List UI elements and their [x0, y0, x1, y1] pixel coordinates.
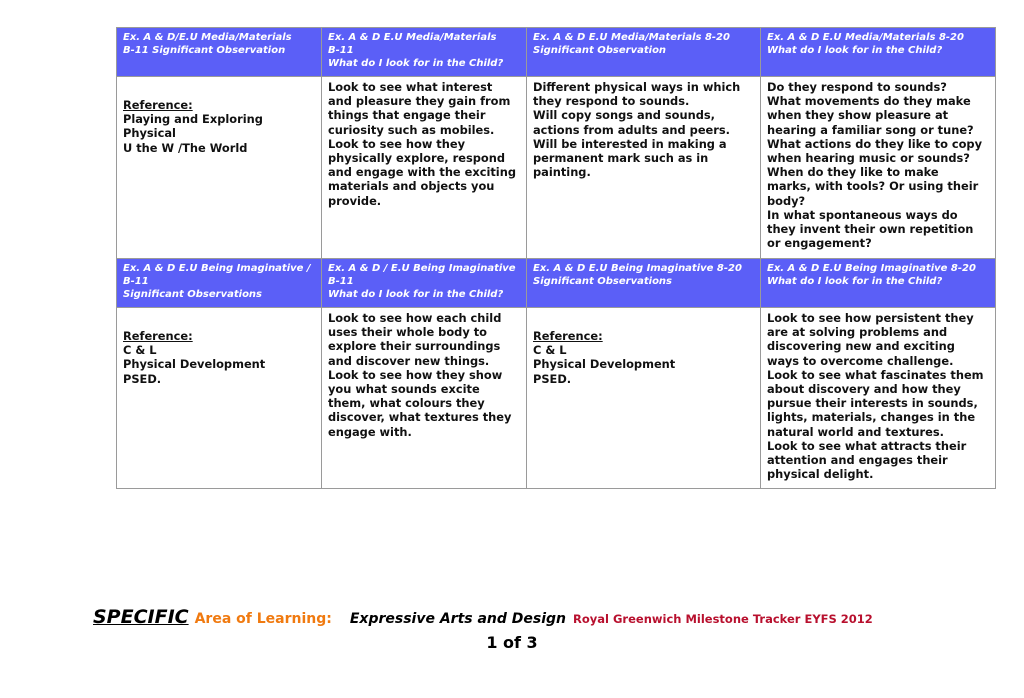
text-line: What do I look for in the Child?: [328, 289, 504, 300]
text-line: when they show pleasure at: [767, 108, 949, 123]
body-row-media-materials: [117, 77, 996, 259]
text-line: Look to see what interest: [328, 80, 493, 94]
text-line: about discovery and how they: [767, 382, 961, 397]
text-line: B-11: [328, 276, 354, 287]
text-line: uses their whole body to: [328, 325, 487, 340]
text-line: Look to see how each child: [328, 311, 502, 325]
header-cell: [117, 28, 322, 77]
text-line: What actions do they like to copy: [767, 136, 983, 151]
text-line: curiosity such as mobiles.: [328, 122, 495, 137]
text-line: Will be interested in making a: [533, 136, 727, 151]
observation-cell: [527, 77, 761, 259]
text-line: C & L: [533, 343, 567, 358]
text-line: Ex. A & D E.U Being Imaginative 8-20: [767, 263, 976, 274]
text-line: painting.: [533, 165, 591, 180]
text-line: lights, materials, changes in the: [767, 410, 976, 425]
text-line: and pleasure they gain from: [328, 94, 511, 109]
page-number: 1 of 3: [486, 633, 538, 652]
header-cell: [322, 28, 527, 77]
text-line: them, what colours they: [328, 396, 485, 411]
text-line: U the W /The World: [123, 140, 248, 155]
text-line: Look to see what fascinates them: [767, 367, 984, 382]
text-line: Physical: [123, 126, 176, 141]
reference-label: Reference:: [533, 329, 603, 343]
text-line: What do I look for in the Child?: [767, 45, 943, 56]
text-line: What do I look for in the Child?: [328, 58, 504, 69]
text-line: Ex. A & D E.U Being Imaginative /: [123, 263, 311, 274]
reference-label: Reference:: [123, 329, 193, 343]
text-line: actions from adults and peers.: [533, 122, 730, 137]
tracker-name: Royal Greenwich Milestone Tracker EYFS 2012: [573, 612, 873, 626]
text-line: B-11: [123, 276, 149, 287]
header-cell: [527, 259, 761, 308]
look-for-cell: [322, 77, 527, 259]
text-line: Look to see how persistent they: [767, 311, 974, 325]
text-line: marks, with tools? Or using their: [767, 179, 979, 194]
text-line: they respond to sounds.: [533, 94, 690, 109]
text-line: Look to see what attracts their: [767, 438, 967, 453]
reference-label: Reference:: [123, 98, 193, 112]
text-line: Significant Observation: [533, 45, 667, 56]
text-line: discovering new and exciting: [767, 339, 955, 354]
footer-title: [93, 606, 993, 628]
look-for-cell: [761, 77, 996, 259]
text-line: are at solving problems and: [767, 325, 948, 340]
text-line: and discover new things.: [328, 353, 490, 368]
text-line: they invent their own repetition: [767, 222, 974, 237]
text-line: materials and objects you: [328, 179, 495, 194]
text-line: Will copy songs and sounds,: [533, 108, 715, 123]
text-line: engage with.: [328, 424, 412, 439]
header-row-media-materials: [117, 28, 996, 77]
text-line: Ex. A & D/E.U Media/Materials: [123, 32, 292, 43]
text-line: Ex. A & D E.U Being Imaginative 8-20: [533, 263, 742, 274]
text-line: discover, what textures they: [328, 410, 512, 425]
text-line: C & L: [123, 343, 157, 358]
text-line: Ex. A & D E.U Media/Materials 8-20: [533, 32, 730, 43]
text-line: What movements do they make: [767, 94, 971, 109]
text-line: Ex. A & D / E.U Being Imaginative: [328, 263, 516, 274]
text-line: provide.: [328, 193, 382, 208]
text-line: you what sounds excite: [328, 382, 480, 397]
reference-cell: [527, 308, 761, 489]
text-line: Ex. A & D E.U Media/Materials 8-20: [767, 32, 964, 43]
header-cell: [322, 259, 527, 308]
text-line: What do I look for in the Child?: [767, 276, 943, 287]
text-line: pursue their interests in sounds,: [767, 396, 978, 411]
text-line: PSED.: [533, 371, 572, 386]
text-line: explore their surroundings: [328, 339, 501, 354]
reference-cell: [117, 77, 322, 259]
text-line: B-11: [328, 45, 354, 56]
text-line: Look to see how they: [328, 136, 466, 151]
milestone-table: [116, 27, 996, 489]
text-line: attention and engages their: [767, 453, 948, 468]
header-row-being-imaginative: [117, 259, 996, 308]
text-line: permanent mark such as in: [533, 151, 709, 166]
text-line: In what spontaneous ways do: [767, 207, 958, 222]
text-line: B-11 Significant Observation: [123, 45, 286, 56]
text-line: physical delight.: [767, 467, 874, 482]
text-line: when hearing music or sounds?: [767, 151, 970, 166]
look-for-cell: [322, 308, 527, 489]
text-line: Physical Development: [533, 357, 676, 372]
header-cell: [117, 259, 322, 308]
text-line: PSED.: [123, 371, 162, 386]
text-line: body?: [767, 193, 806, 208]
text-line: Ex. A & D E.U Media/Materials: [328, 32, 497, 43]
text-line: natural world and textures.: [767, 424, 944, 439]
header-cell: [761, 28, 996, 77]
text-line: hearing a familiar song or tune?: [767, 122, 974, 137]
subject-name: Expressive Arts and Design: [349, 611, 567, 627]
look-for-cell: [761, 308, 996, 489]
specific-heading: SPECIFIC: [93, 606, 189, 628]
text-line: Different physical ways in which: [533, 80, 741, 94]
text-line: Physical Development: [123, 357, 266, 372]
text-line: Playing and Exploring: [123, 112, 263, 127]
header-cell: [761, 259, 996, 308]
text-line: Look to see how they show: [328, 367, 503, 382]
text-line: physically explore, respond: [328, 151, 505, 166]
text-line: ways to overcome challenge.: [767, 353, 954, 368]
body-row-being-imaginative: [117, 308, 996, 489]
text-line: and engage with the exciting: [328, 165, 516, 180]
text-line: things that engage their: [328, 108, 486, 123]
text-line: Do they respond to sounds?: [767, 80, 947, 94]
text-line: When do they like to make: [767, 165, 939, 180]
reference-cell: [117, 308, 322, 489]
text-line: or engagement?: [767, 236, 872, 251]
text-line: Significant Observations: [533, 276, 673, 287]
header-cell: [527, 28, 761, 77]
text-line: Significant Observations: [123, 289, 263, 300]
area-of-learning-label: Area of Learning:: [194, 611, 332, 627]
